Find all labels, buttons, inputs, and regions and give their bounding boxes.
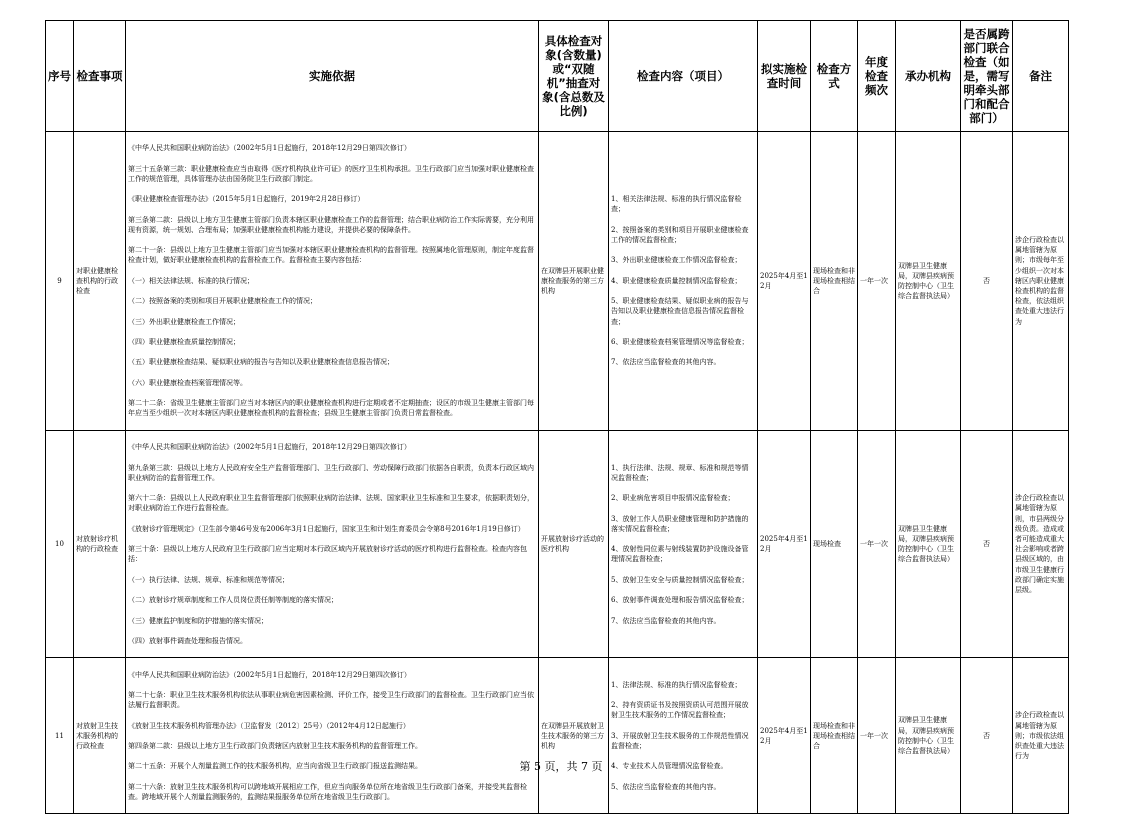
header-seq: 序号	[46, 21, 74, 132]
header-org: 承办机构	[896, 21, 961, 132]
row-remark: 涉企行政检查以属地管辖为原则，市县两级分级负责。造成或者可能造成重大社会影响或者跨县级区域的，由市级卫生健康行政部门确定实施层级。	[1013, 430, 1069, 657]
row-org: 双牌县卫生健康局，双牌县疾病预防控制中心（卫生综合监督执法局）	[896, 430, 961, 657]
row-org: 双牌县卫生健康局，双牌县疾病预防控制中心（卫生综合监督执法局）	[896, 132, 961, 431]
row-remark: 涉企行政检查以属地管辖为原则；市级依法组织查处重大违法行为	[1013, 658, 1069, 814]
row-method: 现场检查和非现场检查相结合	[811, 132, 858, 431]
row-method: 现场检查和非现场检查相结合	[811, 658, 858, 814]
row-method: 现场检查	[811, 430, 858, 657]
table-row	[46, 658, 1069, 814]
row-content: 1、执行法律、法规、规章、标准和规范等情况监督检查； 2、职业病危害项目申报情况监督检查； 3、放射工作人员职业健康管理和防护措施的落实情况监督检查； 4、放射性同位素与射线装置防护设施设备管理情况监督检查； 5、放射卫生安全与质量控制情况监督检查； 6、放射事件调查处理和报告情况监督检查； 7、依法应当监督检查的其他内容。	[609, 430, 758, 657]
row-seq: 10	[46, 430, 74, 657]
row-freq: 一年一次	[858, 430, 896, 657]
header-remark: 备注	[1013, 21, 1069, 132]
page-footer: 第 5 页，共 7 页	[519, 760, 603, 773]
row-basis: 《中华人民共和国职业病防治法》（2002年5月1日起施行，2018年12月29日第四次修订） 第九条第三款：县级以上地方人民政府安全生产监督管理部门、卫生行政部门、劳动保障行政部门依据各自职责，负责本行政区域内职业病防治的监督管理工作。 第六十二条：县级以上人民政府职业卫生监督管理部门依照职业病防治法律、法规、国家职业卫生标准和卫生要求，依据职责划分，对职业病防治工作进行监督检查。 《放射诊疗管理规定》（卫生部令第46号发布2006年3月1日起施行，国家卫生和计划生育委员会令第8号2016年1月19日修订） 第三十条：县级以上地方人民政府卫生行政部门应当定期对本行政区域内开展放射诊疗活动的医疗机构进行监督检查。检查内容包括： （一）执行法律、法规、规章、标准和规范等情况； （二）放射诊疗规章制度和工作人员岗位责任制等制度的落实情况； （三）健康监护制度和防护措施的落实情况； （四）放射事件调查处理和报告情况。	[126, 430, 539, 657]
row-time: 2025年4月至12月	[758, 132, 811, 431]
table-row	[46, 430, 1069, 657]
header-item: 检查事项	[74, 21, 126, 132]
row-target: 在双牌县开展职业健康检查服务的第三方机构	[539, 132, 609, 431]
row-freq: 一年一次	[858, 658, 896, 814]
header-freq: 年度检查频次	[858, 21, 896, 132]
row-item: 对职业健康检查机构的行政检查	[74, 132, 126, 431]
row-org: 双牌县卫生健康局，双牌县疾病预防控制中心（卫生综合监督执法局）	[896, 658, 961, 814]
row-joint: 否	[961, 658, 1013, 814]
header-basis: 实施依据	[126, 21, 539, 132]
row-freq: 一年一次	[858, 132, 896, 431]
row-joint: 否	[961, 132, 1013, 431]
row-joint: 否	[961, 430, 1013, 657]
row-time: 2025年4月至12月	[758, 430, 811, 657]
row-content: 1、相关法律法规、标准的执行情况监督检查； 2、按照备案的类别和项目开展职业健康检查工作的情况监督检查； 3、外出职业健康检查工作情况监督检查； 4、职业健康检查质量控制情况监督检查； 5、职业健康检查结果、疑似职业病的报告与告知以及职业健康检查信息报告情况监督检查； 6、职业健康检查档案管理情况等监督检查； 7、依法应当监督检查的其他内容。	[609, 132, 758, 431]
header-target: 具体检查对象(含数量)或“双随机”抽查对象(含总数及比例)	[539, 21, 609, 132]
inspection-plan-table	[45, 20, 1069, 814]
table-row	[46, 132, 1069, 431]
row-remark: 涉企行政检查以属地管辖为原则；市级每年至少组织一次对本辖区内职业健康检查机构的监督检查，依法组织查处重大违法行为	[1013, 132, 1069, 431]
row-item: 对放射诊疗机构的行政检查	[74, 430, 126, 657]
header-method: 检查方式	[811, 21, 858, 132]
header-joint: 是否属跨部门联合检查（如是，需写明牵头部门和配合部门）	[961, 21, 1013, 132]
row-time: 2025年4月至12月	[758, 658, 811, 814]
row-seq: 9	[46, 132, 74, 431]
header-row	[46, 21, 1069, 132]
row-item: 对放射卫生技术服务机构的行政检查	[74, 658, 126, 814]
header-time: 拟实施检查时间	[758, 21, 811, 132]
row-seq: 11	[46, 658, 74, 814]
header-content: 检查内容（项目）	[609, 21, 758, 132]
row-basis: 《中华人民共和国职业病防治法》（2002年5月1日起施行，2018年12月29日第四次修订） 第三十五条第三款：职业健康检查应当由取得《医疗机构执业许可证》的医疗卫生机构承担。卫生行政部门应当加强对职业健康检查工作的规范管理，具体管理办法由国务院卫生行政部门制定。 《职业健康检查管理办法》（2015年5月1日起施行，2019年2月28日修订） 第三条第二款：县级以上地方卫生健康主管部门负责本辖区职业健康检查工作的监督管理；结合职业病防治工作实际需要，充分利用现有资源，统一规划、合理布局；加强职业健康检查机构能力建设，并提供必要的保障条件。 第二十一条：县级以上地方卫生健康主管部门应当加强对本辖区职业健康检查机构的监督管理。按照属地化管理原则，制定年度监督检查计划，做好职业健康检查机构的监督检查工作。监督检查主要内容包括： （一）相关法律法规、标准的执行情况； （二）按照备案的类别和项目开展职业健康检查工作的情况； （三）外出职业健康检查工作情况； （四）职业健康检查质量控制情况； （五）职业健康检查结果、疑似职业病的报告与告知以及职业健康检查信息报告情况； （六）职业健康检查档案管理情况等。 第二十二条：省级卫生健康主管部门应当对本辖区内的职业健康检查机构进行定期或者不定期抽查；设区的市级卫生健康主管部门每年应当至少组织一次对本辖区内职业健康检查机构的监督检查；县级卫生健康主管部门负责日常监督检查。	[126, 132, 539, 431]
row-content: 1、法律法规、标准的执行情况监督检查； 2、持有资质证书及按照资质认可范围开展放射卫生技术服务的工作情况监督检查； 3、开展放射卫生技术服务的工作规范性情况监督检查； 4、专业技术人员管理情况监督检查。 5、依法应当监督检查的其他内容。	[609, 658, 758, 814]
row-target: 在双牌县开展放射卫生技术服务的第三方机构	[539, 658, 609, 814]
row-basis: 《中华人民共和国职业病防治法》（2002年5月1日起施行，2018年12月29日第四次修订） 第二十七条：职业卫生技术服务机构依法从事职业病危害因素检测、评价工作，接受卫生行政部门的监督检查。卫生行政部门应当依法履行监督职责。 《放射卫生技术服务机构管理办法》（卫监督发〔2012〕25号）（2012年4月12日起施行） 第四条第二款：县级以上地方卫生行政部门负责辖区内放射卫生技术服务机构的监督管理工作。 第二十五条：开展个人剂量监测工作的技术服务机构，应当向省级卫生行政部门报送监测结果。 第二十六条：放射卫生技术服务机构可以跨地域开展相应工作，但应当向服务单位所在地省级卫生行政部门备案，并接受其监督检查。跨地域开展个人剂量监测服务的，监测结果报服务单位所在地省级卫生行政部门。	[126, 658, 539, 814]
row-target: 开展放射诊疗活动的医疗机构	[539, 430, 609, 657]
